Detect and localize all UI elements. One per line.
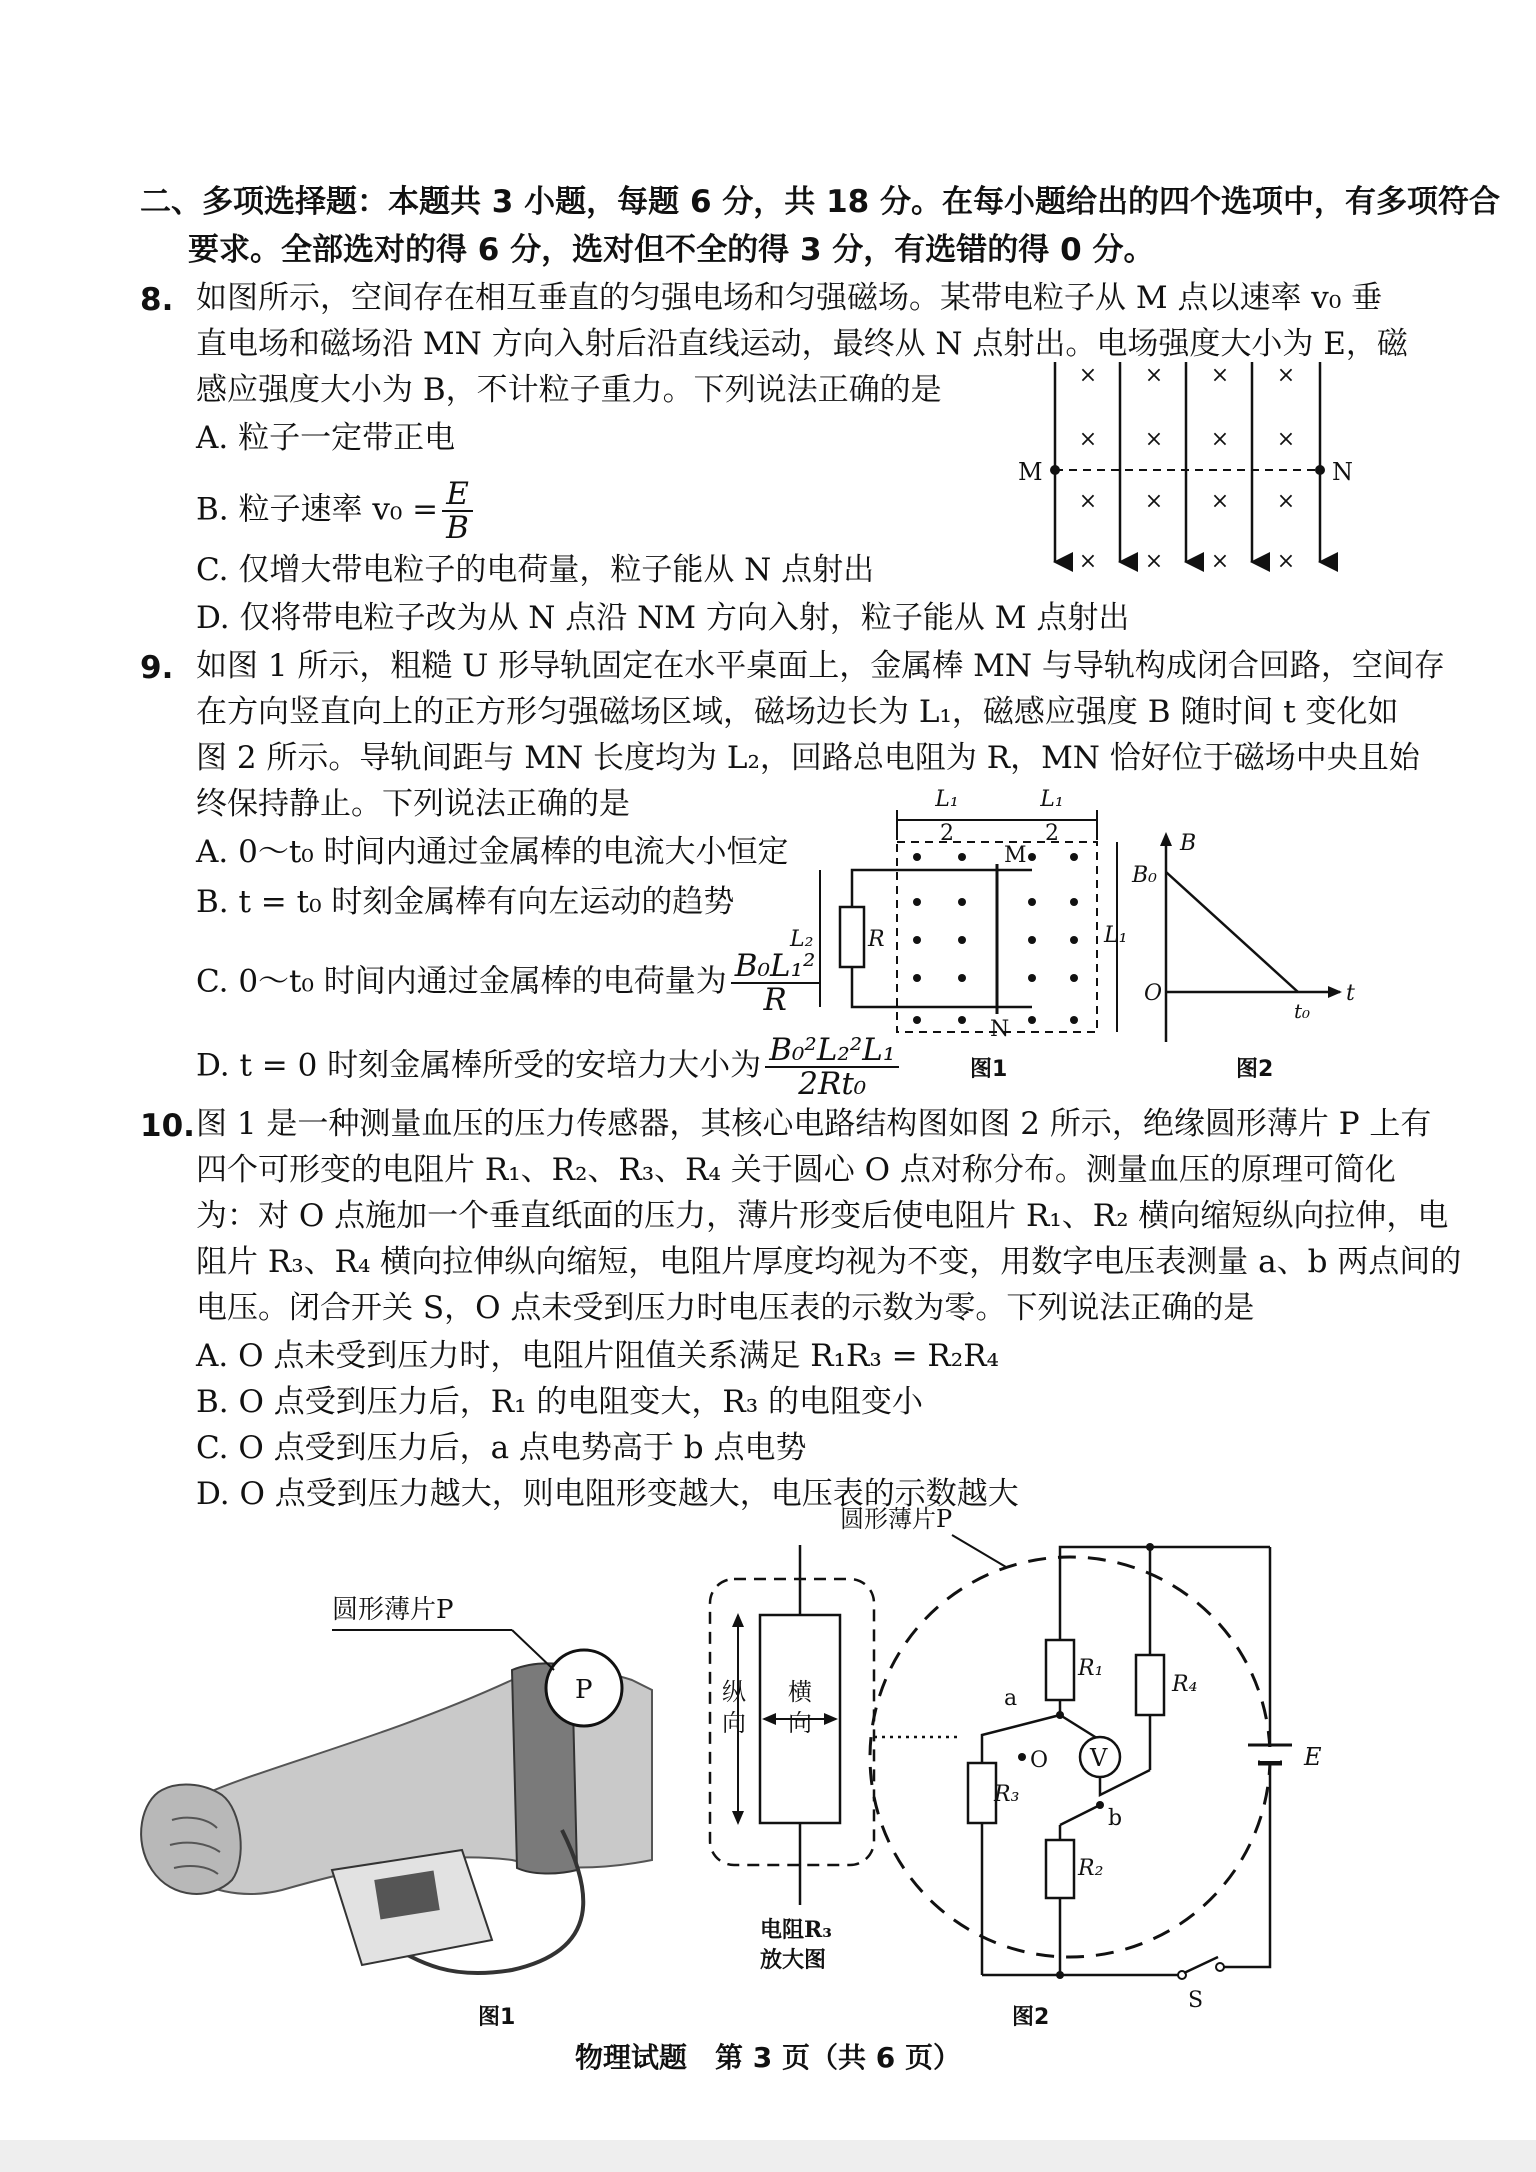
q9-fig1-rail-diagram <box>790 787 1128 1052</box>
enlarged-r3-label: 电阻R₃ <box>760 1917 832 1943</box>
q10-option-d: D. O 点受到压力越大，则电阻形变越大，电压表的示数越大 <box>196 1476 1019 1512</box>
page-footer: 物理试题 第 3 页（共 6 页） <box>575 2041 961 2074</box>
q8-number: 8. <box>140 282 174 318</box>
section-title: 二、多项选择题：本题共 3 小题，每题 6 分，共 18 分。在每小题给出的四个选项中，有多项符合 <box>140 184 1501 220</box>
q9-option-b: B. t = t₀ 时刻金属棒有向左运动的趋势 <box>196 884 735 920</box>
field-x-mark: × <box>1276 549 1296 574</box>
field-x-mark: × <box>1276 363 1296 388</box>
q10-number: 10. <box>140 1108 195 1144</box>
rod-n-label: N <box>990 1017 1010 1042</box>
field-x-mark: × <box>1144 363 1164 388</box>
field-x-mark: × <box>1210 427 1230 452</box>
q8-option-b-fraction <box>442 478 473 544</box>
q8-option-c: C. 仅增大带电粒子的电荷量，粒子能从 N 点射出 <box>196 552 875 588</box>
node-b-label: b <box>1108 1806 1123 1831</box>
disc-p-label: P <box>575 1675 593 1705</box>
transverse-label-1: 横 <box>788 1678 812 1706</box>
fraction-denominator: B <box>446 510 469 546</box>
point-n-label: N <box>1332 458 1353 486</box>
field-x-mark: × <box>1210 549 1230 574</box>
q9-fig1-caption: 图1 <box>970 1057 1008 1082</box>
q10-option-a: A. O 点未受到压力时，电阻片阻值关系满足 R₁R₃ = R₂R₄ <box>196 1338 999 1374</box>
t0-label: t₀ <box>1294 999 1311 1023</box>
r3-label: R₃ <box>994 1782 1020 1807</box>
q9-option-c <box>196 950 823 1016</box>
half-l1-denominator: 2 <box>1045 821 1059 846</box>
disc-label: 圆形薄片P <box>332 1595 454 1625</box>
transverse-label-2: 向 <box>788 1709 812 1737</box>
q8-option-d: D. 仅将带电粒子改为从 N 点沿 NM 方向入射，粒子能从 M 点射出 <box>196 600 1130 636</box>
field-x-mark: × <box>1144 549 1164 574</box>
longitudinal-label-1: 纵 <box>722 1678 746 1706</box>
q9-option-a: A. 0～t₀ 时间内通过金属棒的电流大小恒定 <box>196 834 789 870</box>
l2-dimension-label: L₂ <box>790 927 814 952</box>
r1-label: R₁ <box>1078 1656 1104 1681</box>
center-o-label: O <box>1030 1748 1049 1773</box>
fraction-numerator: E <box>442 478 473 512</box>
q10-option-c: C. O 点受到压力后，a 点电势高于 b 点电势 <box>196 1430 807 1466</box>
q10-option-b: B. O 点受到压力后，R₁ 的电阻变大，R₃ 的电阻变小 <box>196 1384 923 1420</box>
disc-p-label: 圆形薄片P <box>840 1505 953 1533</box>
field-x-mark: × <box>1078 549 1098 574</box>
field-x-mark: × <box>1210 489 1230 514</box>
q9-stem-line3: 图 2 所示。导轨间距与 MN 长度均为 L₂，回路总电阻为 R，MN 恰好位于磁场中央且始 <box>196 740 1420 776</box>
q9-fig2-b-t-graph <box>1130 831 1355 1052</box>
q9-stem-line2: 在方向竖直向上的正方形匀强磁场区域，磁场边长为 L₁，磁感应强度 B 随时间 t 变化如 <box>196 694 1399 730</box>
q9-option-c-text: C. 0～t₀ 时间内通过金属棒的电荷量为 <box>196 963 727 1000</box>
b-axis-label: B <box>1180 831 1197 856</box>
q8-option-b <box>196 478 477 544</box>
r4-label: R₄ <box>1172 1672 1198 1697</box>
q8-field-diagram <box>1010 362 1353 582</box>
fraction-numerator: B₀L₁² <box>731 950 820 984</box>
q9-option-c-fraction <box>731 950 820 1016</box>
half-l1-denominator: 2 <box>940 821 954 846</box>
q8-stem-line2: 直电场和磁场沿 MN 方向入射后沿直线运动，最终从 N 点射出。电场强度大小为 E，磁 <box>196 326 1408 362</box>
q9-option-d <box>196 1034 903 1100</box>
b0-label: B₀ <box>1132 863 1157 888</box>
fraction-numerator: B₀²L₂²L₁ <box>765 1034 899 1068</box>
q9-stem-line4: 终保持静止。下列说法正确的是 <box>196 786 630 822</box>
q8-option-a: A. 粒子一定带正电 <box>196 420 456 456</box>
section-instructions: 要求。全部选对的得 6 分，选对但不全的得 3 分，有选错的得 0 分。 <box>188 232 1155 268</box>
field-x-mark: × <box>1144 489 1164 514</box>
q9-stem-line1: 如图 1 所示，粗糙 U 形导轨固定在水平桌面上，金属棒 MN 与导轨构成闭合回路，空间存 <box>196 648 1445 684</box>
field-x-mark: × <box>1276 489 1296 514</box>
q8-option-b-text: B. 粒子速率 v₀ = <box>196 491 439 528</box>
field-x-mark: × <box>1078 427 1098 452</box>
field-x-mark: × <box>1276 427 1296 452</box>
point-m-label: M <box>1018 458 1043 486</box>
enlarged-view-label: 放大图 <box>760 1947 827 1973</box>
r2-label: R₂ <box>1078 1856 1104 1881</box>
fraction-denominator: 2Rt₀ <box>798 1066 867 1102</box>
resistor-r-label: R <box>868 927 885 952</box>
field-x-mark: × <box>1078 489 1098 514</box>
q10-stem-line1: 图 1 是一种测量血压的压力传感器，其核心电路结构图如图 2 所示，绝缘圆形薄片 P 上有 <box>196 1106 1432 1142</box>
q10-fig1-caption: 图1 <box>478 2005 516 2030</box>
voltmeter-label: V <box>1090 1744 1108 1772</box>
q8-stem-line3: 感应强度大小为 B，不计粒子重力。下列说法正确的是 <box>196 372 942 408</box>
q10-stem-line2: 四个可形变的电阻片 R₁、R₂、R₃、R₄ 关于圆心 O 点对称分布。测量血压的原理可简化 <box>196 1152 1396 1188</box>
emf-e-label: E <box>1304 1743 1322 1771</box>
q10-fig2-caption: 图2 <box>1012 2005 1050 2030</box>
q10-stem-line3: 为：对 O 点施加一个垂直纸面的压力，薄片形变后使电阻片 R₁、R₂ 横向缩短纵向拉伸，电 <box>196 1198 1449 1234</box>
switch-s-label: S <box>1188 1988 1204 2013</box>
field-x-mark: × <box>1078 363 1098 388</box>
q8-stem-line1: 如图所示，空间存在相互垂直的匀强电场和匀强磁场。某带电粒子从 M 点以速率 v₀ 垂 <box>196 280 1383 316</box>
q9-number: 9. <box>140 650 174 686</box>
half-l1-numerator: L₁ <box>935 787 959 812</box>
field-x-mark: × <box>1144 427 1164 452</box>
field-x-mark: × <box>1210 363 1230 388</box>
q9-fig2-caption: 图2 <box>1236 1057 1274 1082</box>
l1-dimension-label: L₁ <box>1104 923 1128 948</box>
q10-stem-line4: 阻片 R₃、R₄ 横向拉伸纵向缩短，电阻片厚度均视为不变，用数字电压表测量 a、b 两点间的 <box>196 1244 1462 1280</box>
q10-fig2-circuit-diagram <box>700 1505 1460 2025</box>
node-a-label: a <box>1004 1686 1018 1711</box>
scan-bottom-band <box>0 2140 1536 2172</box>
q9-option-d-text: D. t = 0 时刻金属棒所受的安培力大小为 <box>196 1047 762 1084</box>
half-l1-numerator: L₁ <box>1040 787 1064 812</box>
t-axis-label: t <box>1346 981 1355 1006</box>
q10-stem-line5: 电压。闭合开关 S，O 点未受到压力时电压表的示数为零。下列说法正确的是 <box>196 1290 1255 1326</box>
q10-fig1-arm-illustration <box>132 1570 652 1990</box>
fraction-denominator: R <box>763 982 787 1018</box>
rod-m-label: M <box>1004 843 1027 868</box>
origin-label: O <box>1144 981 1163 1006</box>
longitudinal-label-2: 向 <box>722 1709 746 1737</box>
